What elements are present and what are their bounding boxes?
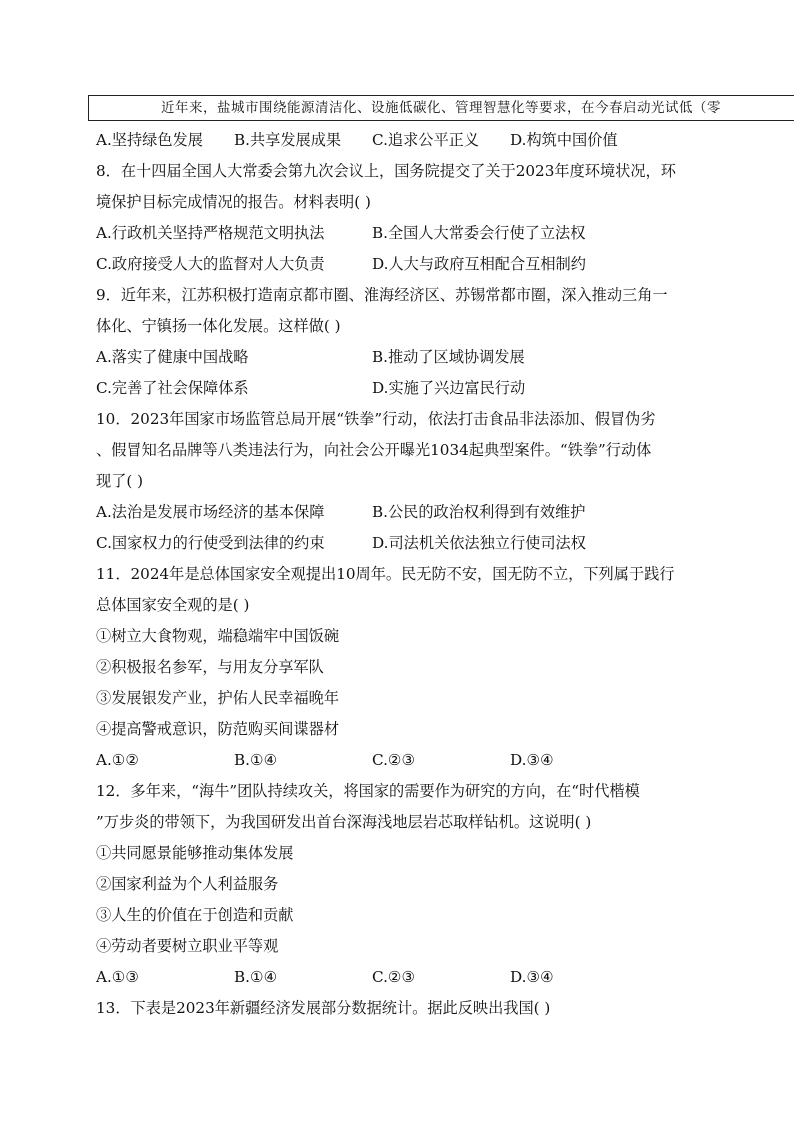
q10-option-a[interactable]: A.法治是发展市场经济的基本保障 — [96, 503, 325, 521]
q10-option-b[interactable]: B.公民的政治权利得到有效维护 — [372, 503, 586, 521]
q9-option-d[interactable]: D.实施了兴边富民行动 — [372, 379, 526, 397]
q8-stem-line-1: 8．在十四届全国人大常委会第九次会议上，国务院提交了关于2023年度环境状况，环 — [96, 162, 676, 180]
q8-option-c[interactable]: C.政府接受人大的监督对人大负责 — [96, 255, 325, 273]
q11-item-1: ①树立大食物观，端稳端牢中国饭碗 — [96, 627, 339, 645]
q11-option-b[interactable]: B.①④ — [234, 751, 278, 769]
q9-stem-line-2: 体化、宁镇扬一体化发展。这样做( ) — [96, 317, 341, 335]
q7-option-c[interactable]: C.追求公平正义 — [372, 131, 480, 149]
q12-option-d[interactable]: D.③④ — [510, 968, 554, 986]
q9-option-a[interactable]: A.落实了健康中国战略 — [96, 348, 249, 366]
q12-item-2: ②国家利益为个人利益服务 — [96, 875, 279, 893]
q9-option-c[interactable]: C.完善了社会保障体系 — [96, 379, 249, 397]
q8-option-b[interactable]: B.全国人大常委会行使了立法权 — [372, 224, 586, 242]
material-box — [88, 95, 794, 121]
q9-stem-line-1: 9．近年来，江苏积极打造南京都市圈、淮海经济区、苏锡常都市圈，深入推动三角一 — [96, 286, 668, 304]
q12-item-1: ①共同愿景能够推动集体发展 — [96, 844, 294, 862]
q11-option-c[interactable]: C.②③ — [372, 751, 416, 769]
q12-stem-line-1: 12．多年来，“海牛”团队持续攻关，将国家的需要作为研究的方向，在“时代楷模 — [96, 782, 640, 800]
q12-item-4: ④劳动者要树立职业平等观 — [96, 937, 279, 955]
q11-option-d[interactable]: D.③④ — [510, 751, 554, 769]
q10-stem-line-2: 、假冒知名品牌等八类违法行为，向社会公开曝光1034起典型案件。“铁拳”行动体 — [96, 441, 652, 459]
q7-option-b[interactable]: B.共享发展成果 — [234, 131, 342, 149]
q8-option-d[interactable]: D.人大与政府互相配合互相制约 — [372, 255, 586, 273]
q10-option-d[interactable]: D.司法机关依法独立行使司法权 — [372, 534, 586, 552]
q12-stem-line-2: ”万步炎的带领下，为我国研发出首台深海浅地层岩芯取样钻机。这说明( ) — [96, 813, 592, 831]
q8-option-a[interactable]: A.行政机关坚持严格规范文明执法 — [96, 224, 325, 242]
q8-stem-line-2: 境保护目标完成情况的报告。材料表明( ) — [96, 193, 371, 211]
q10-stem-line-3: 现了( ) — [96, 472, 144, 490]
q11-option-a[interactable]: A.①② — [96, 751, 140, 769]
q11-stem-line-1: 11．2024年是总体国家安全观提出10周年。民无防不安，国无防不立，下列属于践行 — [96, 565, 675, 583]
q7-option-a[interactable]: A.坚持绿色发展 — [96, 131, 203, 149]
q11-item-2: ②积极报名参军，与用友分享军队 — [96, 658, 324, 676]
q11-item-4: ④提高警戒意识，防范购买间谍器材 — [96, 720, 339, 738]
q12-option-c[interactable]: C.②③ — [372, 968, 416, 986]
material-text: 近年来，盐城市围绕能源清洁化、设施低碳化、管理智慧化等要求，在今春启动光试低（零 — [161, 100, 721, 116]
q10-option-c[interactable]: C.国家权力的行使受到法律的约束 — [96, 534, 325, 552]
q12-option-b[interactable]: B.①④ — [234, 968, 278, 986]
q11-item-3: ③发展银发产业，护佑人民幸福晚年 — [96, 689, 339, 707]
q12-option-a[interactable]: A.①③ — [96, 968, 140, 986]
q10-stem-line-1: 10．2023年国家市场监管总局开展“铁拳”行动，依法打击食品非法添加、假冒伪劣 — [96, 410, 656, 428]
q9-option-b[interactable]: B.推动了区域协调发展 — [372, 348, 525, 366]
q7-option-d[interactable]: D.构筑中国价值 — [510, 131, 618, 149]
q11-stem-line-2: 总体国家安全观的是( ) — [96, 596, 250, 614]
q13-stem-line-1: 13．下表是2023年新疆经济发展部分数据统计。据此反映出我国( ) — [96, 999, 551, 1017]
q12-item-3: ③人生的价值在于创造和贡献 — [96, 906, 294, 924]
